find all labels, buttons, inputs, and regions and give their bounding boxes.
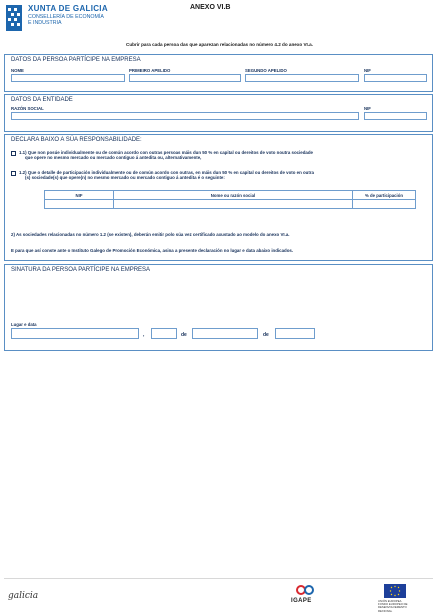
eu-flag-icon — [384, 584, 406, 598]
company-name-field[interactable] — [11, 112, 359, 120]
option-1-2-text — [19, 170, 429, 181]
comma-separator: , — [143, 332, 145, 338]
option-1-1-line-2: que opere no mesmo mercado ou mercado contiguo á antedita ou, alternativamente, — [25, 155, 202, 161]
day-field[interactable] — [151, 328, 177, 339]
eu-caption-line-2: FONDO EUROPEO DE — [378, 602, 408, 607]
surname1-label: PRIMEIRO APELIDO — [129, 68, 171, 73]
footer-divider — [4, 578, 433, 579]
surname2-label: SEGUNDO APELIDO — [245, 68, 287, 73]
org-subtitle — [28, 14, 104, 26]
de-separator-1: de — [181, 332, 187, 338]
month-field[interactable] — [192, 328, 258, 339]
annex-title: ANEXO VI.B — [190, 4, 231, 11]
participation-table — [44, 190, 416, 209]
declaration-section-title: DECLARA BAIXO A SÚA RESPONSABILIDADE: — [11, 137, 142, 143]
table-header-nif: NIF — [45, 191, 114, 200]
point-2-text: 2) As sociedades relacionadas no número 1.2 (se existen), deberán emitir polo súa vez certificado axustado ao modelo do anexo VI.a. — [11, 232, 290, 237]
table-cell-nif[interactable] — [45, 200, 114, 209]
table-row — [45, 200, 416, 209]
place-field[interactable] — [11, 328, 139, 339]
place-date-label: Lugar e data — [11, 322, 37, 327]
option-1-1-checkbox[interactable] — [11, 151, 16, 156]
de-separator-2: de — [263, 332, 269, 338]
table-header-row — [45, 191, 416, 200]
signature-section-title: SINATURA DA PERSOA PARTÍCIPE NA EMPRESA — [11, 267, 151, 273]
xunta-emblem-icon — [6, 5, 22, 31]
option-1-2-line-2: (s) sociedade(s) que opere(n) no mesmo mercado ou mercado contiguo á antedita é o seguinte: — [25, 175, 225, 181]
org-title: XUNTA DE GALICIA — [28, 4, 108, 13]
name-field[interactable] — [11, 74, 125, 82]
xunta-logo — [6, 4, 116, 34]
participant-section — [4, 54, 433, 92]
galicia-logo: galicia — [8, 591, 39, 601]
option-1-2-checkbox[interactable] — [11, 171, 16, 176]
surname1-field[interactable] — [129, 74, 241, 82]
eu-caption-line-1: UNIÓN EUROPEA — [378, 599, 402, 603]
closing-statement: E para que así conste ante o Instituto Galego de Promoción Económica, asina a presente declaración no lugar e data abaixo indicados. — [11, 248, 294, 253]
entity-section — [4, 94, 433, 132]
entity-section-title: DATOS DA ENTIDADE — [11, 97, 73, 103]
table-header-company: Nome ou razón social — [114, 191, 353, 200]
option-1-1-text — [19, 150, 429, 161]
eu-caption — [378, 600, 418, 613]
option-1-2-line-1: 1.2) Que o detalle de participación individualmente ou de común acordo con outras, en máis dun 50 % en capital ou dereitos de voto en outra — [19, 170, 314, 175]
table-cell-percentage[interactable] — [353, 200, 416, 209]
entity-nif-label: NIF — [364, 106, 371, 111]
eu-caption-line-3: DESENVOLVEMENTO REXIONAL — [378, 605, 407, 613]
company-name-label: RAZÓN SOCIAL — [11, 106, 44, 111]
option-1-1-line-1: 1.1) Que non posúe individualmente ou de común acordo con outras persoas máis dun 50 % en capital ou dereitos de voto noutra sociedade — [19, 150, 313, 155]
org-sub-line-1: CONSELLERÍA DE ECONOMÍA — [28, 14, 104, 20]
surname2-field[interactable] — [245, 74, 359, 82]
table-cell-company[interactable] — [114, 200, 353, 209]
org-sub-line-2: E INDUSTRIA — [28, 20, 62, 27]
participant-nif-field[interactable] — [364, 74, 427, 82]
participant-section-title: DATOS DA PERSOA PARTÍCIPE NA EMPRESA — [11, 57, 141, 63]
igape-logo-icon — [295, 584, 315, 596]
igape-label: IGAPE — [291, 598, 312, 604]
signature-section — [4, 264, 433, 351]
participant-nif-label: NIF — [364, 68, 371, 73]
entity-nif-field[interactable] — [364, 112, 427, 120]
instructions-subtitle: Cubrir para cada persoa das que aparezan relacionadas no número 4.2 do anexo VI.a. — [126, 42, 313, 47]
name-label: NOME — [11, 68, 24, 73]
table-header-percentage: % de participación — [353, 191, 416, 200]
year-field[interactable] — [275, 328, 315, 339]
